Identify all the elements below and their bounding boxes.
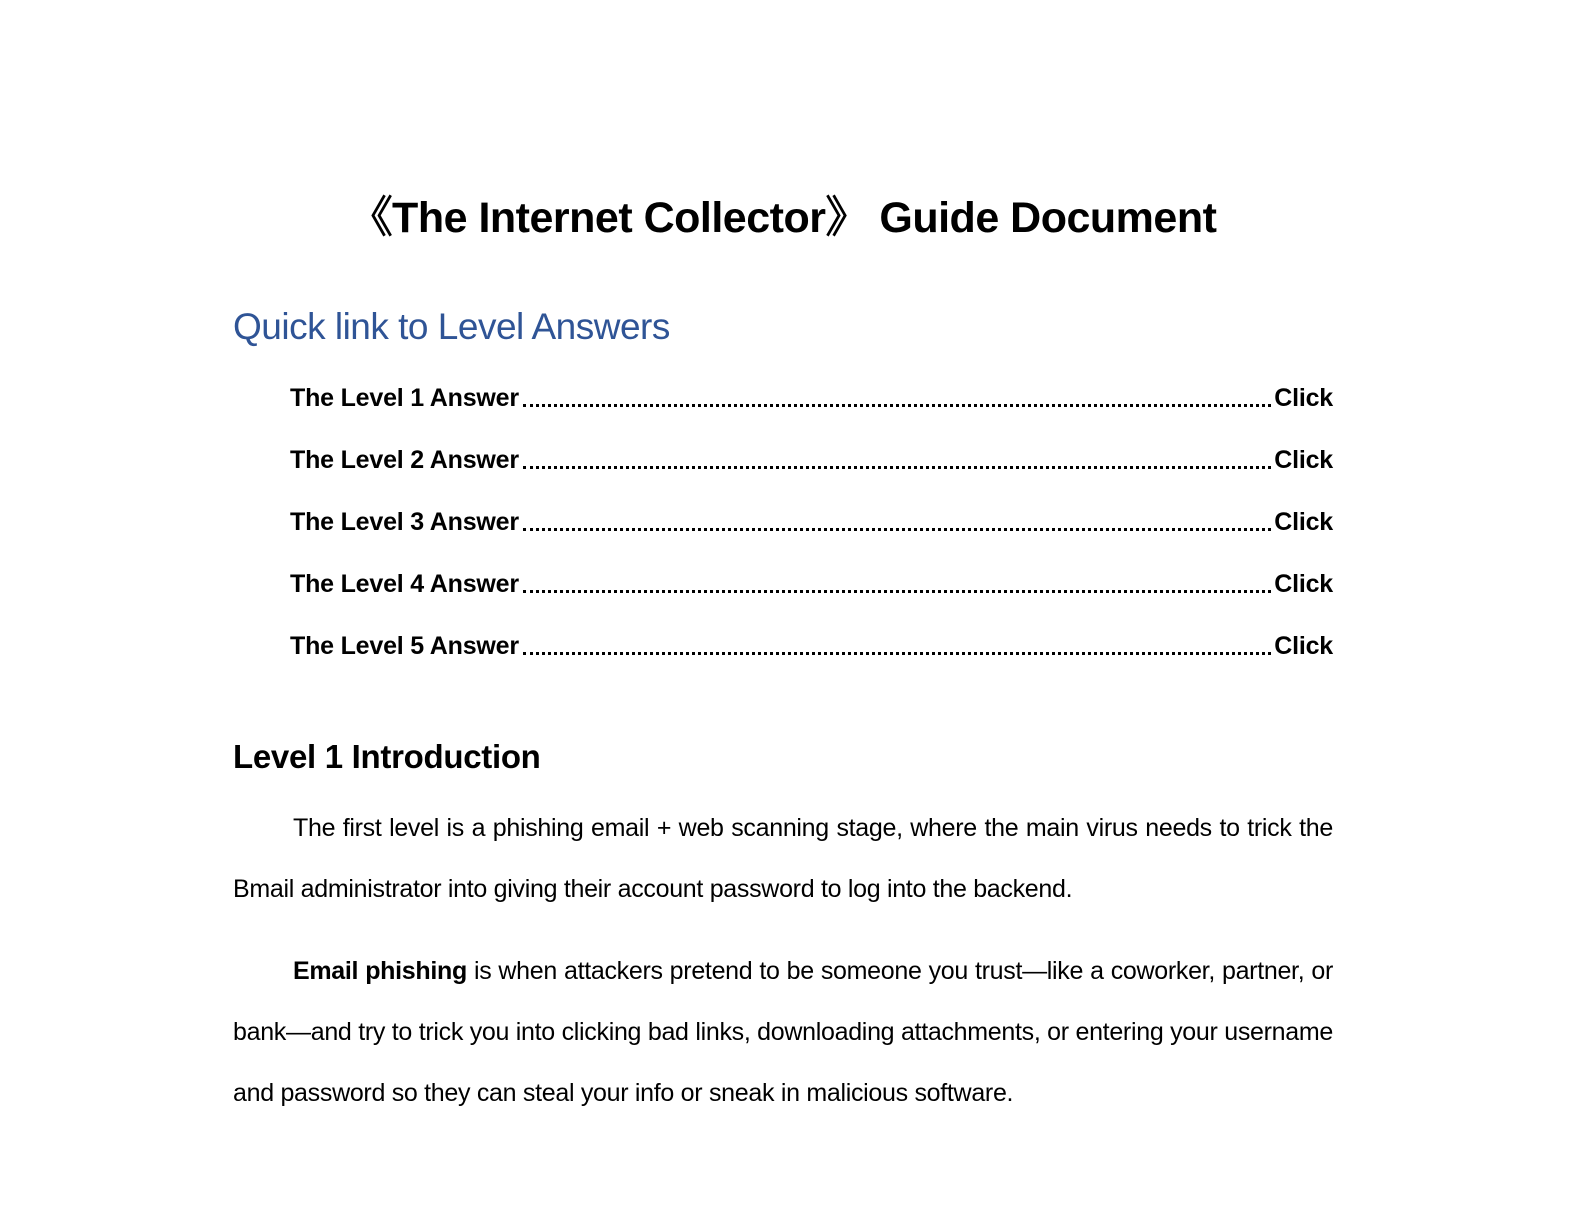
toc-leader-dots (523, 404, 1271, 407)
toc-entry-level-5[interactable] (290, 631, 1333, 661)
toc-leader-dots (523, 466, 1271, 469)
toc-entry-level-3[interactable] (290, 507, 1333, 537)
document-content (233, 0, 1333, 1124)
toc-entry-label: The Level 5 Answer (290, 632, 519, 660)
toc-entry-level-1[interactable] (290, 383, 1333, 413)
toc-entry-link[interactable]: Click (1274, 508, 1333, 536)
toc-entry-level-2[interactable] (290, 445, 1333, 475)
bold-term-email-phishing: Email phishing (293, 957, 467, 985)
toc-entry-label: The Level 4 Answer (290, 570, 519, 598)
toc-leader-dots (523, 528, 1271, 531)
toc-leader-dots (523, 590, 1271, 593)
document-title: 《The Internet Collector》 Guide Document (349, 194, 1217, 242)
toc-entry-link[interactable]: Click (1274, 384, 1333, 412)
section-heading-level-1-introduction: Level 1 Introduction (233, 738, 541, 775)
paragraph-level-1-overview: The first level is a phishing email + web scanning stage, where the main virus needs to trick the Bmail administrator into giving their account password to log into the backend. (233, 814, 1333, 903)
paragraph-email-phishing-definition (233, 941, 1333, 1124)
toc (233, 383, 1333, 661)
toc-entry-level-4[interactable] (290, 569, 1333, 599)
toc-entry-label: The Level 3 Answer (290, 508, 519, 536)
paragraph-text: is when attackers pretend to be someone you trust—like a coworker, partner, or bank—and try to trick you into clicking bad links, downloading attachments, or entering your username and password so they can steal your info or sneak in malicious software. (233, 957, 1333, 1107)
toc-heading: Quick link to Level Answers (233, 306, 670, 347)
toc-entry-link[interactable]: Click (1274, 570, 1333, 598)
toc-entry-label: The Level 1 Answer (290, 384, 519, 412)
toc-leader-dots (523, 652, 1271, 655)
toc-entry-link[interactable]: Click (1274, 632, 1333, 660)
toc-entry-link[interactable]: Click (1274, 446, 1333, 474)
toc-entry-label: The Level 2 Answer (290, 446, 519, 474)
